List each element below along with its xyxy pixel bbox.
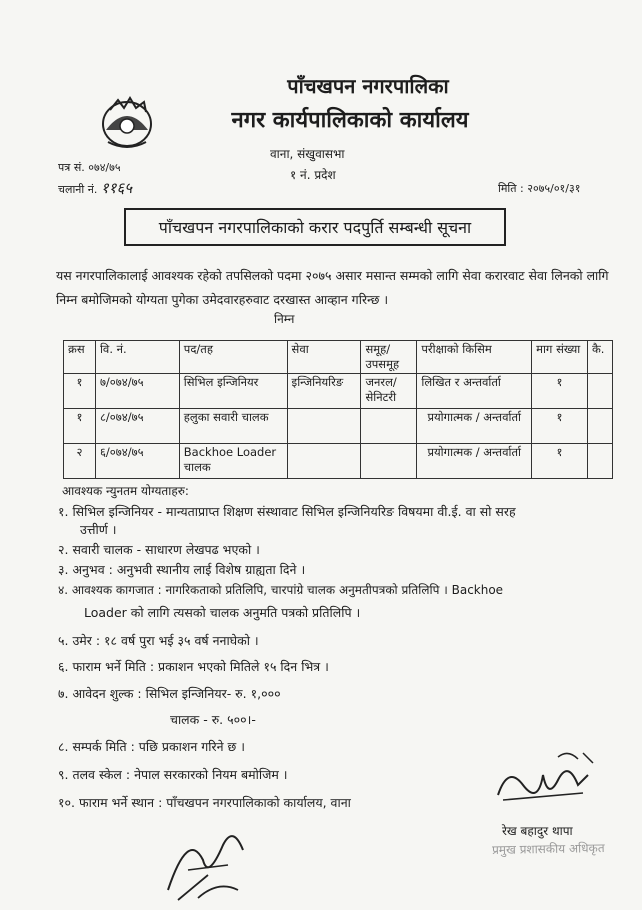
reference-number bbox=[58, 160, 121, 175]
table-header: पद/तह bbox=[179, 341, 287, 374]
list-item: Loader को लागि त्यसको चालक अनुमति पत्रको प्रतिलिपि । bbox=[84, 605, 361, 620]
table-header: माग संख्या bbox=[532, 341, 588, 374]
table-header: परीक्षाको किसिम bbox=[417, 341, 532, 374]
table-row bbox=[64, 374, 613, 409]
list-item: ३. अनुभव : अनुभवी स्थानीय लाई विशेष ग्राह्यता दिने । bbox=[58, 562, 306, 577]
ref-value: ०७४/७५ bbox=[88, 161, 121, 174]
table-cell: प्रयोगात्मक / अन्तर्वार्ता bbox=[417, 409, 532, 444]
office-name: नगर कार्यपालिकाको कार्यालय bbox=[231, 108, 469, 133]
qualifications-heading: आवश्यक न्युनतम योग्यताहरु: bbox=[62, 484, 189, 498]
list-item: ६. फाराम भर्ने मिति : प्रकाशन भएको मितिले १५ दिन भित्र । bbox=[58, 659, 329, 674]
table-row bbox=[64, 444, 613, 479]
table-cell bbox=[287, 409, 361, 444]
list-item: २. सवारी चालक - साधारण लेखपढ भएको । bbox=[58, 542, 260, 557]
table-cell bbox=[587, 374, 612, 409]
table-header-row bbox=[64, 341, 613, 374]
table-cell: १ bbox=[532, 444, 588, 479]
table-cell bbox=[587, 444, 612, 479]
list-item: १. सिभिल इन्जिनियर - मान्यताप्राप्त शिक्षण संस्थावाट सिभिल इन्जिनियरिङ विषयमा वी.ई. वा सो सरह bbox=[58, 504, 516, 519]
list-item: ४. आवश्यक कागजात : नागरिकताको प्रतिलिपि, चारपांग्रे चालक अनुमतीपत्रको प्रतिलिपि । Backhoe bbox=[58, 583, 504, 597]
dispatch-label: चलानी नं. bbox=[58, 183, 98, 196]
province: १ नं. प्रदेश bbox=[290, 168, 336, 182]
list-item: उत्तीर्ण । bbox=[80, 522, 117, 537]
table-cell: लिखित र अन्तर्वार्ता bbox=[417, 374, 532, 409]
notice-title: पाँचखपन नगरपालिकाको करार पदपुर्ति सम्बन्धी सूचना bbox=[124, 208, 506, 246]
table-cell: १ bbox=[64, 409, 96, 444]
dispatch-value: ११६५ bbox=[100, 179, 133, 197]
table-header: कै. bbox=[587, 341, 612, 374]
table-cell bbox=[287, 444, 361, 479]
list-item: चालक - रु. ५००।- bbox=[170, 712, 256, 727]
government-emblem-icon bbox=[98, 92, 156, 152]
date-label: मिति : bbox=[498, 182, 524, 195]
section-label: निम्न bbox=[274, 312, 295, 326]
vacancy-table bbox=[63, 340, 613, 479]
table-cell: जनरल/ सेनिटरी bbox=[361, 374, 417, 409]
table-header: क्रस bbox=[64, 341, 96, 374]
date-value: २०७५/०१/३१ bbox=[527, 182, 581, 195]
list-item: ७. आवेदन शुल्क : सिभिल इन्जिनियर- रु. १,००० bbox=[58, 686, 281, 701]
address: वाना, संखुवासभा bbox=[270, 147, 345, 161]
official-stamp: प्रमुख प्रशासकीय अधिकृत bbox=[491, 841, 605, 857]
org-name: पाँचखपन नगरपालिका bbox=[287, 74, 449, 98]
table-header: सेवा bbox=[287, 341, 361, 374]
table-cell: प्रयोगात्मक / अन्तर्वार्ता bbox=[417, 444, 532, 479]
dispatch-number bbox=[58, 178, 132, 198]
table-cell: सिभिल इन्जिनियर bbox=[179, 374, 287, 409]
list-item: १०. फाराम भर्ने स्थान : पाँचखपन नगरपालिकाको कार्यालय, वाना bbox=[58, 795, 351, 810]
table-cell: १ bbox=[532, 409, 588, 444]
table-row bbox=[64, 409, 613, 444]
table-cell: १ bbox=[64, 374, 96, 409]
table-cell bbox=[361, 409, 417, 444]
table-cell: ६/०७४/७५ bbox=[95, 444, 179, 479]
table-cell: २ bbox=[64, 444, 96, 479]
table-cell: १ bbox=[532, 374, 588, 409]
table-cell bbox=[361, 444, 417, 479]
table-header: वि. नं. bbox=[95, 341, 179, 374]
table-cell: ७/०७४/७५ bbox=[95, 374, 179, 409]
table-header: समूह/ उपसमूह bbox=[361, 341, 417, 374]
list-item: ५. उमेर : १८ वर्ष पुरा भई ३५ वर्ष ननाघेको । bbox=[58, 633, 259, 648]
date bbox=[498, 181, 580, 196]
table-cell: हलुका सवारी चालक bbox=[179, 409, 287, 444]
table-cell bbox=[587, 409, 612, 444]
table-cell: ८/०७४/७५ bbox=[95, 409, 179, 444]
signature-scribble bbox=[488, 745, 608, 815]
ref-label: पत्र सं. bbox=[58, 161, 85, 174]
signatory-name: रेख बहादुर थापा bbox=[502, 824, 573, 838]
table-cell: इन्जिनियरिङ bbox=[287, 374, 361, 409]
intro-paragraph: यस नगरपालिकालाई आवश्यक रहेको तपसिलको पदमा २०७५ असार मसान्त सम्मको लागि सेवा करारवाट सेवा लिनको लागि निम्न बमोजिमको योग्यता पुगेका उमेदवारहरुवाट दरखास्त आव्हान गरिन्छ । bbox=[56, 268, 609, 307]
table-cell: Backhoe Loader चालक bbox=[179, 444, 287, 479]
list-item: ८. सम्पर्क मिति : पछि प्रकाशन गरिने छ । bbox=[58, 739, 245, 754]
list-item: ९. तलव स्केल : नेपाल सरकारको नियम बमोजिम । bbox=[58, 767, 288, 782]
signature-scribble bbox=[148, 820, 268, 905]
